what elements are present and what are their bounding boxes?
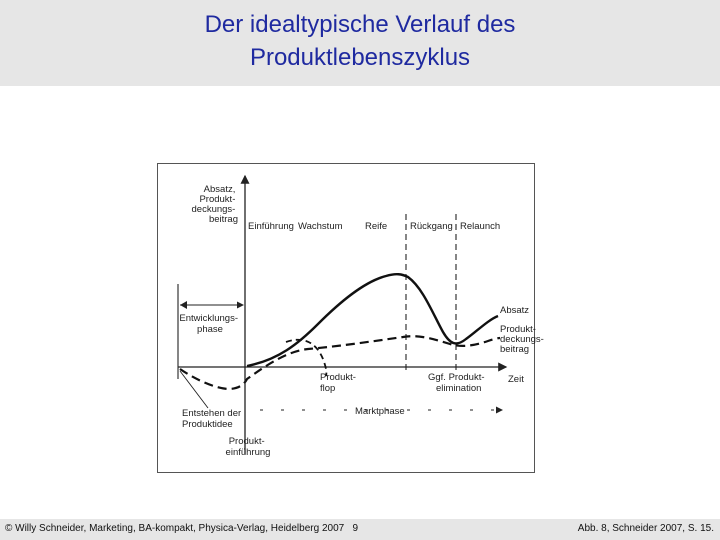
phase-label-decline: Rückgang <box>410 221 453 232</box>
footer-source: © Willy Schneider, Marketing, BA-kompakt, Physica-Verlag, Heidelberg 2007 <box>5 523 345 534</box>
product-introduction-label: Produkt- einführung <box>225 436 271 458</box>
title-line-2: Produktlebenszyklus <box>249 44 471 71</box>
slide-title <box>0 8 720 74</box>
contribution-margin-label: Produkt- deckungs- beitrag <box>500 324 544 355</box>
sales-label: Absatz <box>500 305 530 316</box>
product-lifecycle-diagram <box>157 163 544 473</box>
footer-figure-reference: Abb. 8, Schneider 2007, S. 15. <box>577 523 714 534</box>
market-phase-label: Marktphase <box>355 406 405 417</box>
phase-label-growth: Wachstum <box>298 221 343 232</box>
phase-label-introduction: Einführung <box>248 221 294 232</box>
sales-curve <box>247 274 498 366</box>
development-phase-arrow-head-left <box>180 301 187 309</box>
slide-header <box>0 0 720 86</box>
page-number: 9 <box>352 523 359 534</box>
title-line-1: Der idealtypische Verlauf des <box>204 11 516 38</box>
product-idea-label: Entstehen der Produktidee <box>182 408 242 430</box>
time-axis-label: Zeit <box>508 374 524 385</box>
diagram-svg <box>158 164 544 472</box>
phase-label-maturity: Reife <box>365 221 388 232</box>
product-elimination-label: Ggf. Produkt- elimination <box>428 372 485 394</box>
product-flop-label: Produkt- flop <box>320 372 356 394</box>
slide-footer <box>0 519 720 540</box>
phase-label-relaunch: Relaunch <box>460 221 501 232</box>
development-phase-label: Entwicklungs- phase <box>179 313 238 335</box>
y-axis-label: Absatz, Produkt- deckungs- beitrag <box>191 184 238 225</box>
footer-citation <box>5 523 358 534</box>
